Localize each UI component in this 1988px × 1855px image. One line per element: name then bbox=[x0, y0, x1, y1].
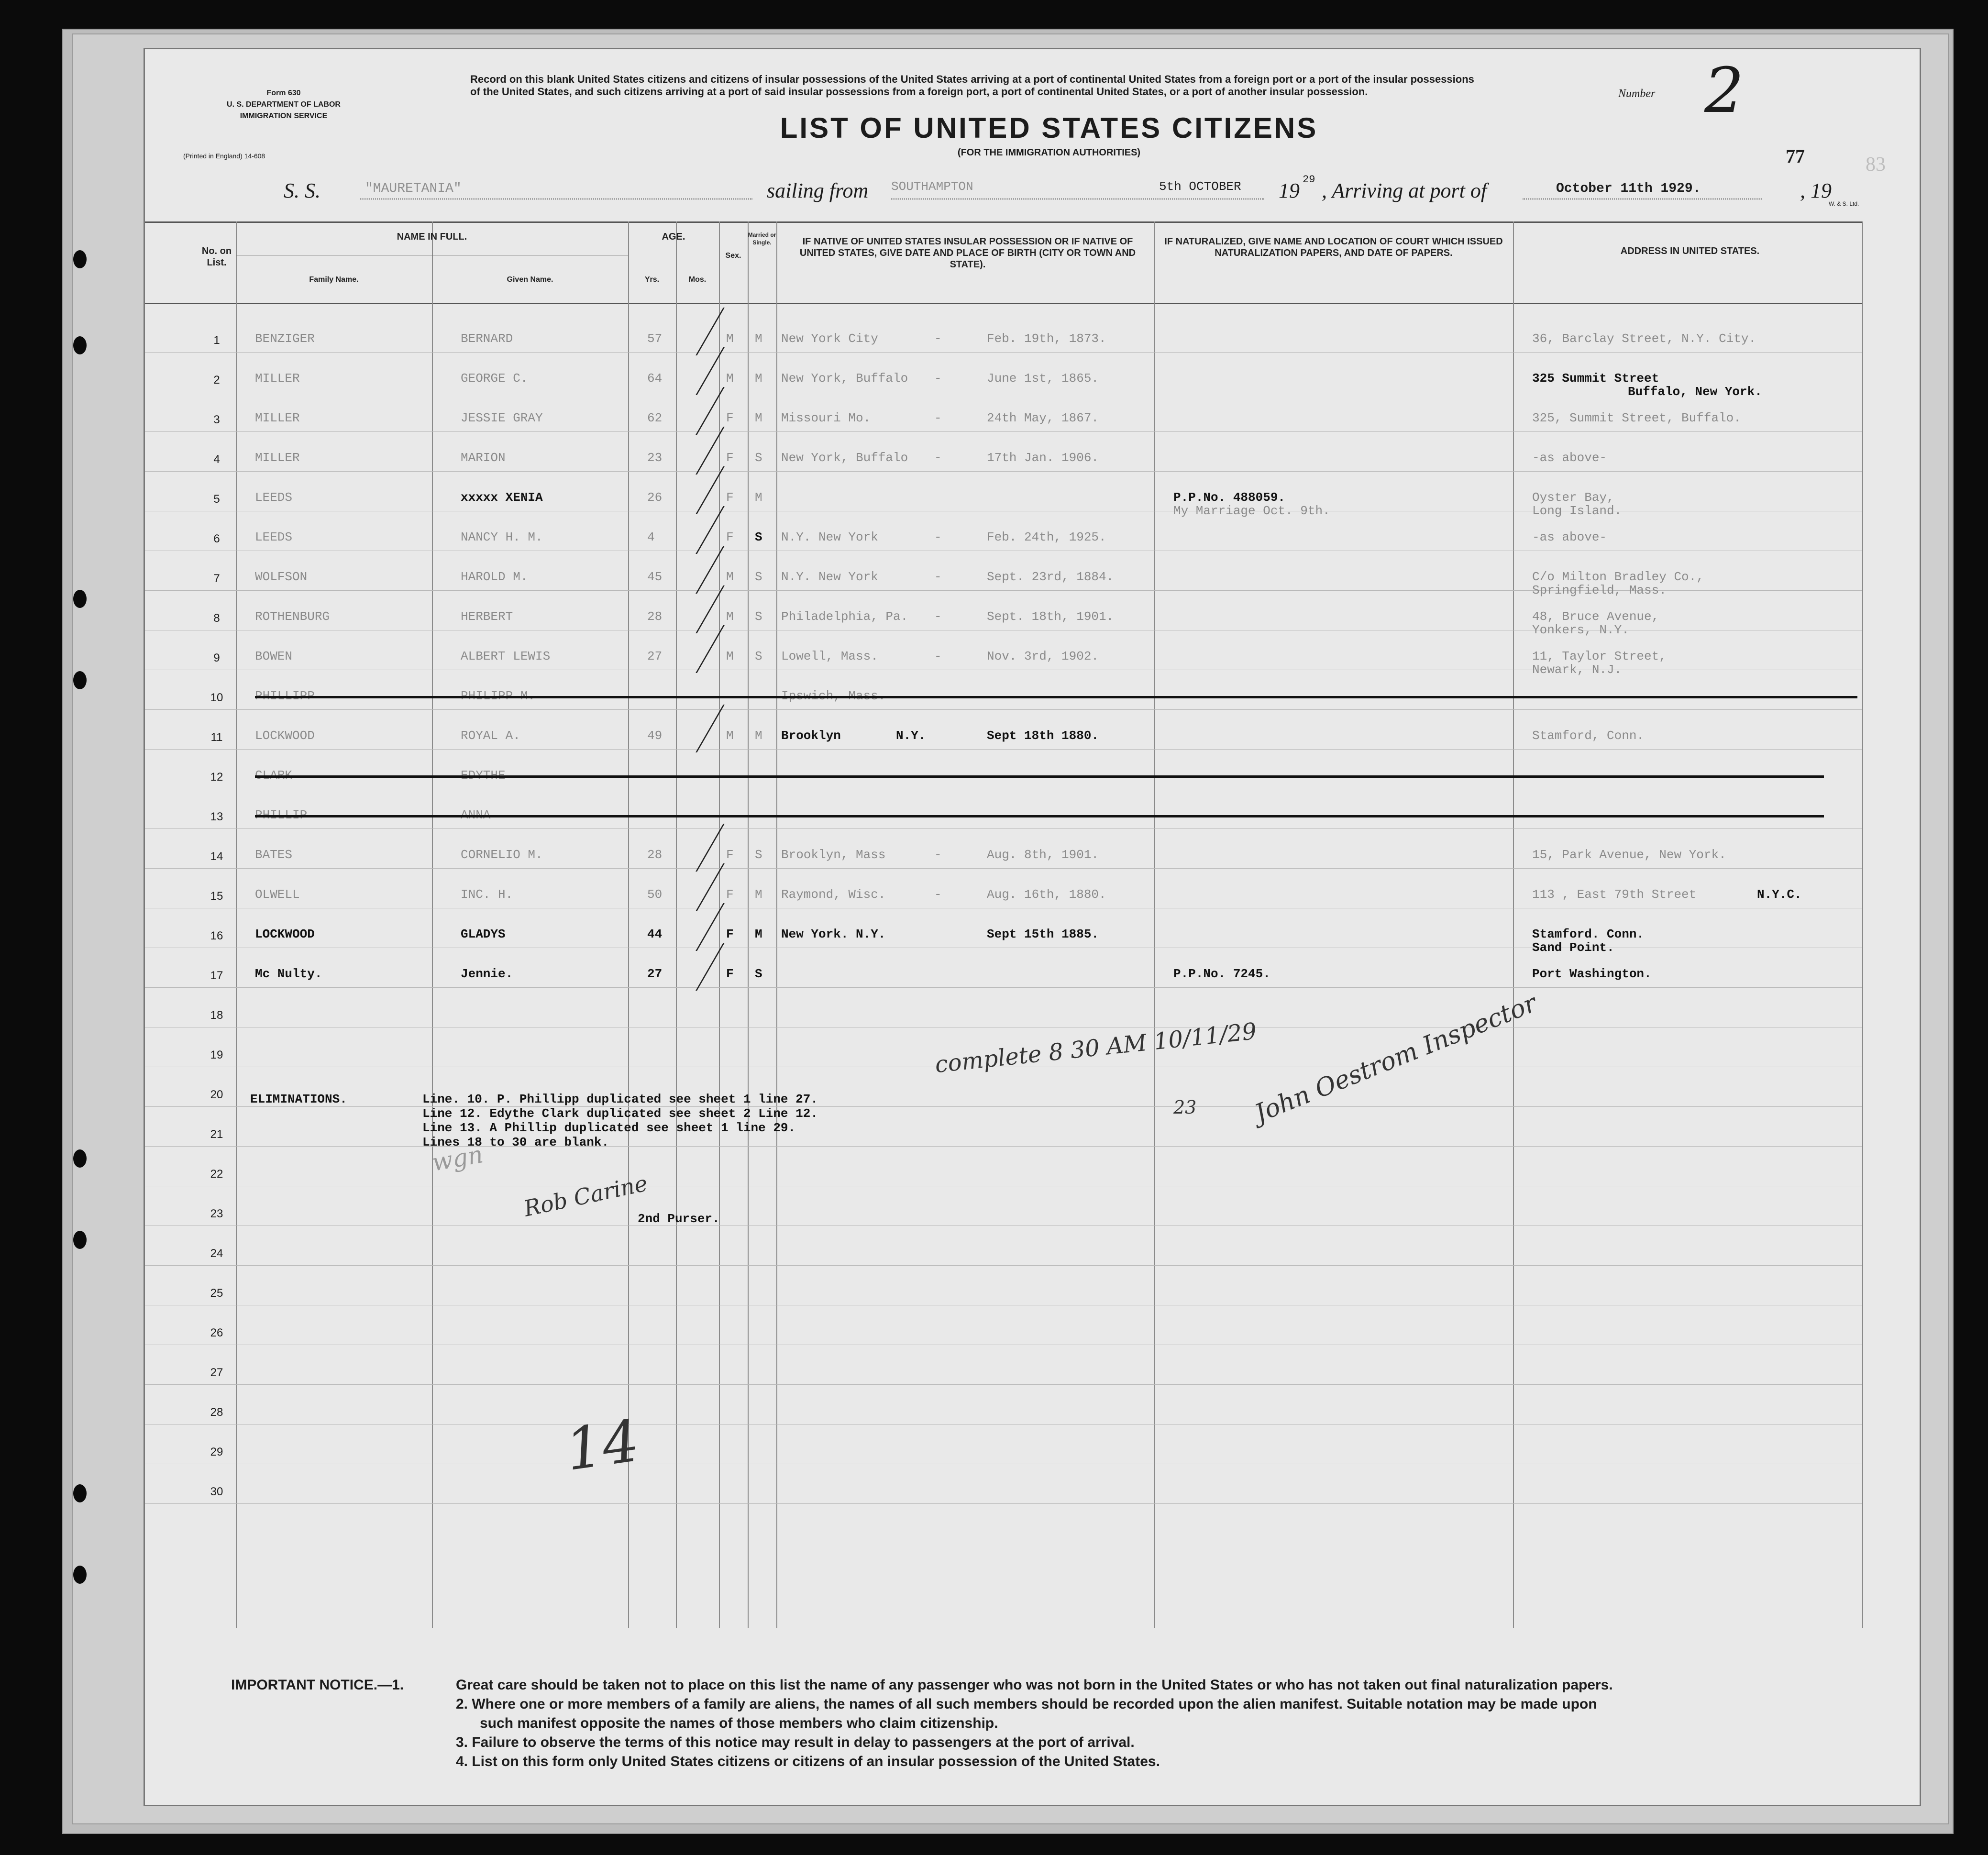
col-number: No. on List. bbox=[201, 246, 232, 268]
sailing-label: sailing from bbox=[767, 179, 869, 202]
row-number: 27 bbox=[210, 1366, 223, 1379]
sex-value: F bbox=[726, 451, 734, 465]
col-address: ADDRESS IN UNITED STATES. bbox=[1620, 246, 1760, 256]
row-rule bbox=[145, 868, 1862, 869]
us-address-line2: Sand Point. bbox=[1532, 940, 1614, 955]
row-number: 20 bbox=[210, 1088, 223, 1101]
dash-separator: - bbox=[934, 649, 942, 663]
arriving-label: , Arriving at port of bbox=[1322, 179, 1487, 202]
ship-name: "MAURETANIA" bbox=[365, 181, 462, 196]
family-name: MILLER bbox=[255, 451, 300, 465]
col-name-in-full: NAME IN FULL. bbox=[397, 232, 467, 242]
birth-place-state: N.Y. bbox=[896, 729, 926, 743]
punch-hole bbox=[73, 1231, 87, 1249]
notice-item: 4. List on this form only United States citizens or citizens of an insular possession of the United States. bbox=[456, 1754, 1160, 1769]
birth-place: Lowell, Mass. bbox=[781, 649, 878, 663]
marital-status: M bbox=[755, 371, 762, 386]
birth-date: Sept. 18th, 1901. bbox=[987, 609, 1114, 624]
purser-signature: Rob Carine bbox=[521, 1170, 650, 1222]
col-birth-place: IF NATIVE OF UNITED STATES INSULAR POSSESSION OR IF NATIVE OF UNITED STATES, GIVE DATE AND PLACE OF BIRTH (CITY OR TOWN AND STATE). bbox=[799, 236, 1136, 270]
us-address-city: N.Y.C. bbox=[1757, 887, 1802, 902]
us-address: 36, Barclay Street, N.Y. City. bbox=[1532, 331, 1756, 346]
col-divider bbox=[1154, 221, 1155, 1628]
elimination-line: Line 13. A Phillip duplicated see sheet 1 line 29. bbox=[422, 1121, 796, 1135]
family-name: BATES bbox=[255, 848, 293, 862]
family-name: LEEDS bbox=[255, 530, 293, 544]
given-name: INC. H. bbox=[461, 887, 513, 902]
printer-mark: W. & S. Ltd. bbox=[1829, 200, 1859, 207]
sex-value: F bbox=[726, 887, 734, 902]
us-address: 325 Summit Street bbox=[1532, 371, 1659, 386]
inspector-initials-mark: 23 bbox=[1173, 1097, 1197, 1118]
col-years: Yrs. bbox=[644, 276, 660, 284]
given-name: GEORGE C. bbox=[461, 371, 528, 386]
birth-place: Missouri Mo. bbox=[781, 411, 871, 425]
year-prefix: 19 bbox=[1279, 179, 1300, 202]
col-divider bbox=[776, 221, 777, 1628]
row-number: 7 bbox=[213, 572, 220, 585]
row-number: 6 bbox=[213, 532, 220, 545]
col-naturalization: IF NATURALIZED, GIVE NAME AND LOCATION OF COURT WHICH ISSUED NATURALIZATION PAPERS, AND DATE OF PAPERS. bbox=[1164, 236, 1503, 258]
family-name: Mc Nulty. bbox=[255, 967, 322, 981]
family-name: PHILLIPP bbox=[255, 689, 315, 703]
dash-separator: - bbox=[934, 570, 942, 584]
page-title: LIST OF UNITED STATES CITIZENS bbox=[780, 112, 1318, 144]
us-address: -as above- bbox=[1532, 451, 1607, 465]
family-name: LEEDS bbox=[255, 490, 293, 505]
family-name: CLARK bbox=[255, 768, 293, 783]
age-years: 50 bbox=[647, 887, 663, 902]
given-name: HAROLD M. bbox=[461, 570, 528, 584]
row-rule bbox=[145, 1146, 1862, 1147]
birth-date: Sept 15th 1885. bbox=[987, 927, 1099, 941]
us-address-line2: Yonkers, N.Y. bbox=[1532, 623, 1629, 637]
marital-status: M bbox=[755, 729, 762, 743]
marital-status: M bbox=[755, 927, 762, 941]
header-top-rule bbox=[145, 221, 1862, 223]
family-name: LOCKWOOD bbox=[255, 729, 315, 743]
form-identifier bbox=[183, 88, 384, 122]
col-age: AGE. bbox=[662, 232, 685, 242]
purser-title: 2nd Purser. bbox=[638, 1212, 720, 1226]
family-name: BENZIGER bbox=[255, 331, 315, 346]
naturalization-note: My Marriage Oct. 9th. bbox=[1173, 504, 1330, 518]
notice-lead: IMPORTANT NOTICE.—1. bbox=[231, 1677, 404, 1693]
marital-status: S bbox=[755, 530, 762, 544]
page-subtitle: (FOR THE IMMIGRATION AUTHORITIES) bbox=[957, 147, 1141, 158]
family-name: BOWEN bbox=[255, 649, 293, 663]
row-number: 18 bbox=[210, 1009, 223, 1022]
birth-place: Philadelphia, Pa. bbox=[781, 609, 908, 624]
given-name: JESSIE GRAY bbox=[461, 411, 543, 425]
given-name: ANNA bbox=[461, 808, 491, 822]
dash-separator: - bbox=[934, 530, 942, 544]
arrival-date: October 11th 1929. bbox=[1556, 181, 1701, 196]
marital-status: M bbox=[755, 411, 762, 425]
row-number: 29 bbox=[210, 1446, 223, 1458]
service-name: IMMIGRATION SERVICE bbox=[240, 112, 328, 120]
row-number: 28 bbox=[210, 1406, 223, 1419]
dash-separator: - bbox=[934, 609, 942, 624]
birth-date: Sept 18th 1880. bbox=[987, 729, 1099, 743]
notice-item: Great care should be taken not to place on this list the name of any passenger who was not born in the United States or who has not taken out final naturalization papers. bbox=[456, 1677, 1613, 1693]
family-name: LOCKWOOD bbox=[255, 927, 315, 941]
row-rule bbox=[145, 1265, 1862, 1266]
punch-hole bbox=[73, 1484, 87, 1502]
given-name: CORNELIO M. bbox=[461, 848, 543, 862]
given-name: Jennie. bbox=[461, 967, 513, 981]
row-number: 10 bbox=[210, 691, 223, 704]
birth-place: New York, Buffalo bbox=[781, 371, 908, 386]
row-rule bbox=[145, 987, 1862, 988]
marital-status: S bbox=[755, 649, 762, 663]
elimination-line: Line 12. Edythe Clark duplicated see sheet 2 Line 12. bbox=[422, 1106, 818, 1121]
given-name: ALBERT LEWIS bbox=[461, 649, 551, 663]
col-divider bbox=[1862, 221, 1863, 1628]
dash-separator: - bbox=[934, 331, 942, 346]
marital-status: M bbox=[755, 331, 762, 346]
family-name: MILLER bbox=[255, 371, 300, 386]
row-number: 11 bbox=[210, 731, 223, 744]
row-number: 2 bbox=[213, 374, 220, 386]
sex-value: M bbox=[726, 649, 734, 663]
marital-status: S bbox=[755, 967, 762, 981]
sex-value: M bbox=[726, 331, 734, 346]
marital-status: M bbox=[755, 490, 762, 505]
year-suffix: 29 bbox=[1303, 174, 1315, 186]
sex-value: F bbox=[726, 927, 734, 941]
sheet-number: 2 bbox=[1704, 54, 1744, 127]
voyage-line bbox=[284, 174, 1948, 207]
notice-item: 2. Where one or more members of a family are aliens, the names of all such members should be recorded upon the alien manifest. Suitable notation may be made upon bbox=[456, 1696, 1597, 1712]
dash-separator: - bbox=[934, 371, 942, 386]
eliminations-label: ELIMINATIONS. bbox=[250, 1092, 347, 1106]
age-years: 27 bbox=[647, 967, 663, 981]
age-years: 45 bbox=[647, 570, 663, 584]
naturalization-papers: P.P.No. 7245. bbox=[1173, 967, 1270, 981]
row-rule bbox=[145, 352, 1862, 353]
faint-initials: wgn bbox=[430, 1140, 486, 1177]
dash-separator: - bbox=[934, 887, 942, 902]
family-name: ROTHENBURG bbox=[255, 609, 330, 624]
completion-note: complete 8 30 AM 10/11/29 bbox=[933, 1017, 1258, 1079]
birth-place: Raymond, Wisc. bbox=[781, 887, 886, 902]
us-address: C/o Milton Bradley Co., bbox=[1532, 570, 1704, 584]
us-address: 15, Park Avenue, New York. bbox=[1532, 848, 1726, 862]
sex-value: F bbox=[726, 848, 734, 862]
row-number: 23 bbox=[210, 1207, 223, 1220]
notice-item: 3. Failure to observe the terms of this notice may result in delay to passengers at the port of arrival. bbox=[456, 1734, 1135, 1750]
sex-value: M bbox=[726, 729, 734, 743]
family-name: OLWELL bbox=[255, 887, 300, 902]
row-number: 8 bbox=[213, 612, 220, 625]
row-number: 5 bbox=[213, 493, 220, 506]
row-rule bbox=[145, 828, 1862, 829]
sex-value: M bbox=[726, 609, 734, 624]
punch-hole bbox=[73, 1566, 87, 1584]
age-years: 28 bbox=[647, 848, 663, 862]
dash-separator: - bbox=[934, 848, 942, 862]
col-given-name: Given Name. bbox=[507, 276, 553, 284]
col-sex: Sex. bbox=[725, 252, 741, 260]
birth-place: N.Y. New York bbox=[781, 570, 878, 584]
punch-hole bbox=[73, 1149, 87, 1168]
record-instructions: Record on this blank United States citizens and citizens of insular possessions of the United States arriving at a port of continental United States from a foreign port or a port of the insular possessions of the United States, and such citizens arriving at a port of said insular possessions from a foreign port, a port of continental United States, or a port of another insular possession. bbox=[470, 73, 1474, 98]
naturalization-papers: P.P.No. 488059. bbox=[1173, 490, 1286, 505]
col-divider bbox=[432, 221, 433, 1628]
strike-through-line bbox=[255, 815, 1824, 817]
sex-value: M bbox=[726, 570, 734, 584]
us-address: 48, Bruce Avenue, bbox=[1532, 609, 1659, 624]
punch-hole bbox=[73, 336, 87, 354]
birth-date: Sept. 23rd, 1884. bbox=[987, 570, 1114, 584]
age-years: 26 bbox=[647, 490, 663, 505]
birth-date: Feb. 24th, 1925. bbox=[987, 530, 1106, 544]
col-family-name: Family Name. bbox=[309, 276, 359, 284]
row-rule bbox=[145, 1384, 1862, 1385]
row-rule bbox=[145, 471, 1862, 472]
page-reference: 77 bbox=[1786, 145, 1805, 167]
form-number: Form 630 bbox=[266, 89, 301, 97]
marital-status: S bbox=[755, 451, 762, 465]
row-rule bbox=[145, 709, 1862, 710]
ss-label: S. S. bbox=[284, 179, 320, 202]
given-name: BERNARD bbox=[461, 331, 513, 346]
family-name: MILLER bbox=[255, 411, 300, 425]
birth-place: New York City bbox=[781, 331, 878, 346]
row-number: 19 bbox=[210, 1049, 223, 1061]
age-years: 62 bbox=[647, 411, 663, 425]
us-address: Stamford, Conn. bbox=[1532, 729, 1645, 743]
strike-through-line bbox=[255, 775, 1824, 778]
given-name: GLADYS bbox=[461, 927, 506, 941]
family-name: PHILLIP bbox=[255, 808, 308, 822]
us-address: 113 , East 79th Street bbox=[1532, 887, 1697, 902]
row-number: 24 bbox=[210, 1247, 223, 1260]
row-number: 21 bbox=[210, 1128, 223, 1141]
us-address: Oyster Bay, bbox=[1532, 490, 1614, 505]
number-label: Number bbox=[1618, 88, 1656, 100]
sex-value: F bbox=[726, 490, 734, 505]
birth-place: New York, Buffalo bbox=[781, 451, 908, 465]
age-years: 57 bbox=[647, 331, 663, 346]
row-number: 26 bbox=[210, 1326, 223, 1339]
age-years: 27 bbox=[647, 649, 663, 663]
given-name: EDYTHE bbox=[461, 768, 506, 783]
row-rule bbox=[145, 431, 1862, 432]
marital-status: M bbox=[755, 887, 762, 902]
department-name: U. S. DEPARTMENT OF LABOR bbox=[227, 100, 341, 109]
year-prefix-2: , 19 bbox=[1800, 179, 1832, 202]
row-number: 25 bbox=[210, 1287, 223, 1300]
birth-date: Feb. 19th, 1873. bbox=[987, 331, 1106, 346]
punch-hole bbox=[73, 250, 87, 268]
us-address: 11, Taylor Street, bbox=[1532, 649, 1667, 663]
sex-value: M bbox=[726, 371, 734, 386]
given-name: ROYAL A. bbox=[461, 729, 520, 743]
col-married-single: Married or Single. bbox=[748, 232, 776, 246]
birth-place: New York. N.Y. bbox=[781, 927, 886, 941]
given-name: PHILIPP M. bbox=[461, 689, 536, 703]
punch-hole bbox=[73, 671, 87, 689]
departure-port: SOUTHAMPTON bbox=[891, 179, 973, 194]
important-notice bbox=[231, 1676, 1867, 1771]
us-address-line2: Buffalo, New York. bbox=[1628, 385, 1762, 399]
elimination-line: Line. 10. P. Phillipp duplicated see sheet 1 line 27. bbox=[422, 1092, 818, 1106]
row-number: 14 bbox=[210, 850, 223, 863]
sex-value: F bbox=[726, 967, 734, 981]
departure-date: 5th OCTOBER bbox=[1159, 179, 1241, 194]
row-number: 16 bbox=[210, 929, 223, 942]
row-number: 22 bbox=[210, 1168, 223, 1181]
row-number: 12 bbox=[210, 771, 223, 784]
col-months: Mos. bbox=[688, 276, 707, 284]
manifest-page bbox=[144, 48, 1921, 1806]
outer-page-reference: 83 bbox=[1866, 154, 1886, 176]
birth-place: Brooklyn, Mass bbox=[781, 848, 886, 862]
passenger-table bbox=[145, 221, 1920, 1628]
marital-status: S bbox=[755, 848, 762, 862]
row-number: 30 bbox=[210, 1485, 223, 1498]
row-number: 1 bbox=[213, 334, 220, 347]
col-divider bbox=[236, 221, 237, 1628]
dash-separator: - bbox=[934, 451, 942, 465]
inspector-signature: John Oestrom Inspector bbox=[1250, 989, 1541, 1128]
us-address-line2: Newark, N.J. bbox=[1532, 662, 1622, 677]
row-number: 9 bbox=[213, 651, 220, 664]
birth-date: June 1st, 1865. bbox=[987, 371, 1099, 386]
tally-mark: 14 bbox=[562, 1408, 643, 1484]
row-number: 13 bbox=[210, 810, 223, 823]
col-divider bbox=[1513, 221, 1514, 1628]
row-rule bbox=[145, 1106, 1862, 1107]
row-rule bbox=[145, 1503, 1862, 1504]
notice-item: such manifest opposite the names of those members who claim citizenship. bbox=[480, 1715, 998, 1731]
us-address-line2: Long Island. bbox=[1532, 504, 1622, 518]
age-years: 28 bbox=[647, 609, 663, 624]
birth-date: Aug. 8th, 1901. bbox=[987, 848, 1099, 862]
dash-separator: - bbox=[934, 411, 942, 425]
age-years: 4 bbox=[647, 530, 655, 544]
row-number: 15 bbox=[210, 890, 223, 903]
age-years: 49 bbox=[647, 729, 663, 743]
header-bottom-rule bbox=[145, 303, 1862, 304]
punch-hole bbox=[73, 590, 87, 608]
us-address-line2: Springfield, Mass. bbox=[1532, 583, 1667, 597]
strike-through-line bbox=[255, 696, 1857, 698]
birth-date: 17th Jan. 1906. bbox=[987, 451, 1099, 465]
row-rule bbox=[145, 749, 1862, 750]
given-name: HERBERT bbox=[461, 609, 513, 624]
given-name: xxxxx XENIA bbox=[461, 490, 543, 505]
col-divider bbox=[748, 221, 749, 1628]
marital-status: S bbox=[755, 570, 762, 584]
birth-place: Brooklyn bbox=[781, 729, 841, 743]
marital-status: S bbox=[755, 609, 762, 624]
us-address: Port Washington. bbox=[1532, 967, 1652, 981]
age-years: 44 bbox=[647, 927, 663, 941]
given-name: NANCY H. M. bbox=[461, 530, 543, 544]
sex-value: F bbox=[726, 530, 734, 544]
birth-date: Nov. 3rd, 1902. bbox=[987, 649, 1099, 663]
row-number: 4 bbox=[213, 453, 220, 466]
us-address: Stamford. Conn. bbox=[1532, 927, 1645, 941]
birth-date: 24th May, 1867. bbox=[987, 411, 1099, 425]
sex-value: F bbox=[726, 411, 734, 425]
birth-place: Ipswich, Mass. bbox=[781, 689, 886, 703]
printed-note: (Printed in England) 14-608 bbox=[183, 152, 265, 160]
birth-place: N.Y. New York bbox=[781, 530, 878, 544]
row-number: 3 bbox=[213, 413, 220, 426]
birth-date: Aug. 16th, 1880. bbox=[987, 887, 1106, 902]
age-years: 23 bbox=[647, 451, 663, 465]
age-years: 64 bbox=[647, 371, 663, 386]
family-name: WOLFSON bbox=[255, 570, 308, 584]
given-name: MARION bbox=[461, 451, 506, 465]
us-address: -as above- bbox=[1532, 530, 1607, 544]
row-number: 17 bbox=[210, 969, 223, 982]
elimination-line: Lines 18 to 30 are blank. bbox=[422, 1135, 609, 1149]
us-address: 325, Summit Street, Buffalo. bbox=[1532, 411, 1741, 425]
